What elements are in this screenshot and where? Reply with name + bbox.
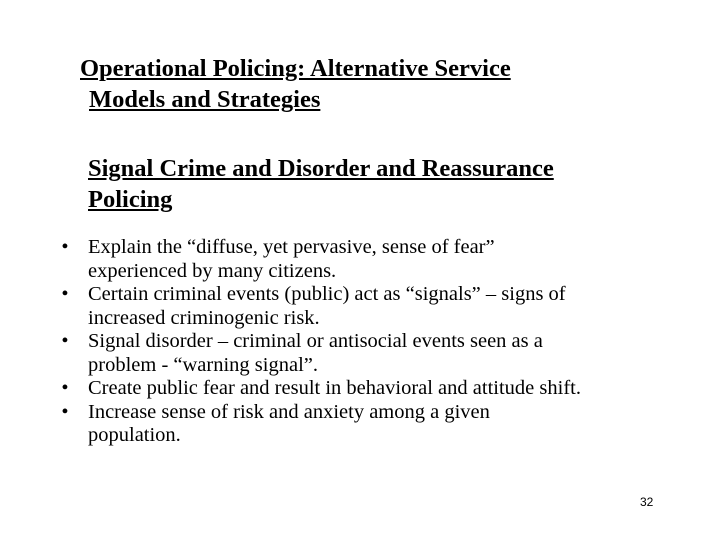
bullet-text-line-2: increased criminogenic risk. <box>88 306 320 329</box>
bullet-item <box>58 377 678 401</box>
bullet-text-line-1: Certain criminal events (public) act as “signals” – signs of <box>88 283 566 305</box>
bullet-text-line-1: Create public fear and result in behavioral and attitude shift. <box>88 377 581 399</box>
bullet-icon: • <box>61 330 69 352</box>
bullet-item <box>58 401 678 448</box>
bullet-text-line-1: Increase sense of risk and anxiety among a given <box>88 400 490 423</box>
title-line-1: Operational Policing: Alternative Service <box>80 55 511 82</box>
bullet-list <box>58 236 678 448</box>
bullet-icon: • <box>61 400 69 423</box>
title-line-2: Models and Strategies <box>89 86 321 113</box>
bullet-text-line-1: Signal disorder – criminal or antisocial events seen as a <box>88 330 543 352</box>
bullet-icon: • <box>61 236 69 258</box>
bullet-item <box>58 330 678 377</box>
bullet-text-line-2: experienced by many citizens. <box>88 259 337 282</box>
bullet-item <box>58 236 678 283</box>
bullet-text-line-2: problem - “warning signal”. <box>88 353 318 376</box>
subtitle-line-2: Policing <box>88 186 173 213</box>
bullet-icon: • <box>61 283 69 305</box>
bullet-text-line-1: Explain the “diffuse, yet pervasive, sense of fear” <box>88 236 495 258</box>
bullet-item <box>58 283 678 330</box>
bullet-icon: • <box>61 377 69 399</box>
slide-title <box>80 53 660 115</box>
page-number: 32 <box>640 495 654 509</box>
bullet-text-line-2: population. <box>88 424 181 446</box>
subtitle-line-1: Signal Crime and Disorder and Reassurance <box>88 155 554 182</box>
slide-subtitle <box>88 153 668 215</box>
